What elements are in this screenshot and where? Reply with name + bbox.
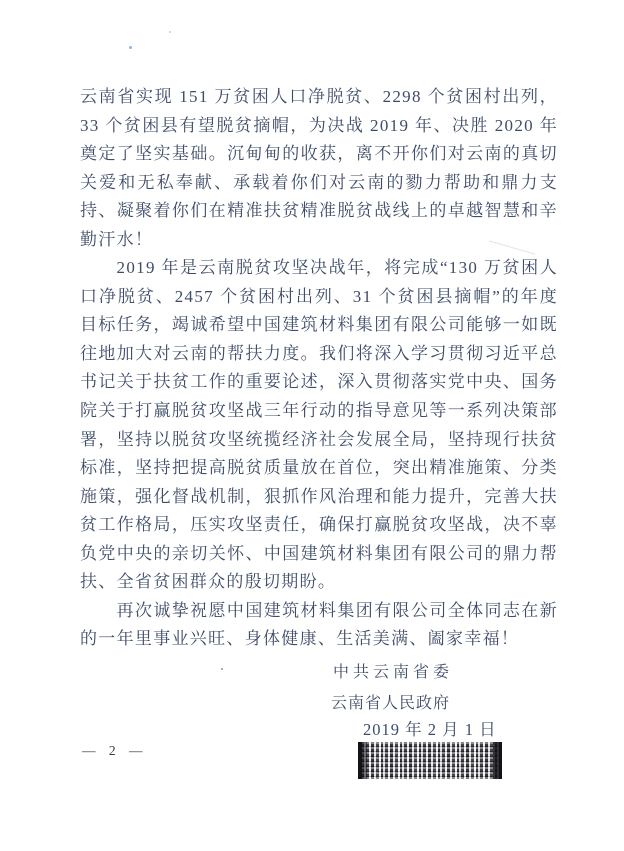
- paragraph-wishes: 再次诚挚祝愿中国建筑材料集团有限公司全体同志在新的一年里事业兴旺、身体健康、生活美满、阖家幸福！: [80, 600, 558, 649]
- document-barcode: [358, 742, 502, 779]
- paragraph-goals: 2019 年是云南脱贫攻坚决战年，将完成“130 万贫困人口净脱贫、2457 个贫困村出列、31 个贫困县摘帽”的年度目标任务，竭诚希望中国建筑材料集团有限公司能够一如既往地加大对云南的帮扶力度。我们将深入学习贯彻习近平总书记关于扶贫工作的重要论述，深入贯彻落实党中央、国务院关于打赢脱贫攻坚战三年行动的指导意见等一系列决策部署，坚持以脱贫攻坚统揽经济社会发展全局，坚持现行扶贫标准，坚持把提高脱贫质量放在首位，突出精准施策、分类施策，强化督战机制，狠抓作风治理和能力提升，完善大扶贫工作格局，压实攻坚责任，确保打赢脱贫攻坚战，决不辜负党中央的亲切关怀、中国建筑材料集团有限公司的鼎力帮扶、全省贫困群众的殷切期盼。: [80, 258, 558, 592]
- signature-org-provincial-government: 云南省人民政府: [331, 695, 451, 712]
- scan-speck: [129, 46, 132, 49]
- letter-body: [80, 83, 558, 654]
- scan-speck: [221, 668, 223, 670]
- signature-date: 2019 年 2 月 1 日: [363, 720, 497, 739]
- page-number: — 2 —: [82, 743, 148, 758]
- paragraph-continuation: 云南省实现 151 万贫困人口净脱贫、2298 个贫困村出列，33 个贫困县有望脱贫摘帽，为决战 2019 年、决胜 2020 年奠定了坚实基础。沉甸甸的收获，离不开你们对云南的真切关爱和无私奉献、承载着你们对云南的勠力帮助和鼎力支持、凝聚着你们在精准扶贫精准脱贫战线上的卓越智慧和辛勤汗水！: [80, 87, 558, 249]
- signature-org-provincial-committee: 中共云南省委: [333, 664, 454, 681]
- scan-speck: [169, 31, 171, 33]
